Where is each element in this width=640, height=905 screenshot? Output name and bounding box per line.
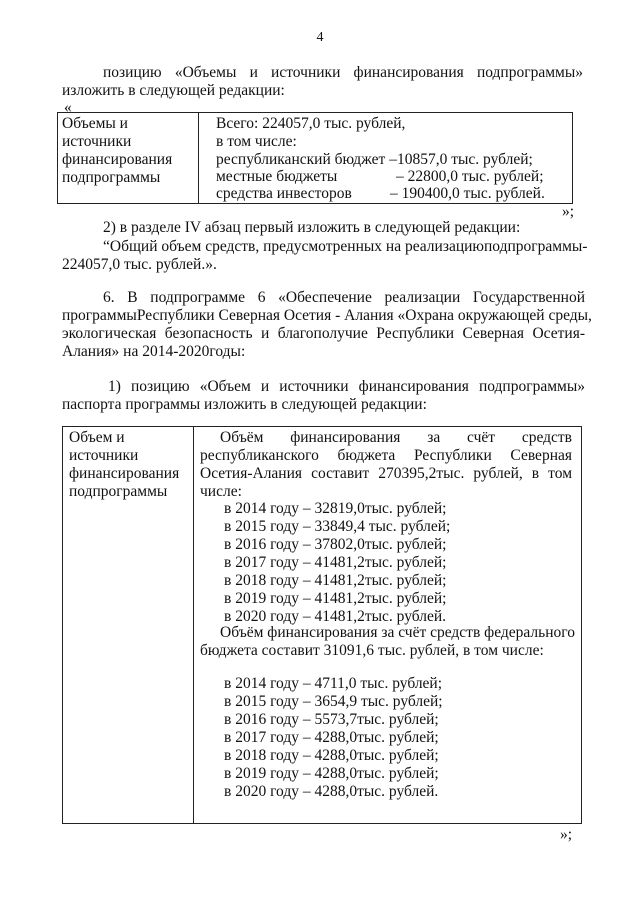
table2-intro-line2: республиканского бюджета Республики Северная [200,447,572,464]
para1-line2: изложить в следующей редакции: [62,82,285,99]
table1-investors-value: – 190400,0 тыс. рублей. [390,185,545,202]
year-line: в 2015 году – 3654,9 тыс. рублей; [224,693,443,710]
item6-line1: 6. В подпрограмме 6 «Обеспечение реализации Государственной [103,289,585,306]
table1-left-label [62,115,172,187]
table1-republican-budget: республиканский бюджет –10857,0 тыс. рублей; [216,151,533,168]
table2-left-line: финансирования [69,465,180,482]
table1-close-quote: »; [562,203,575,220]
item6-line2: программыРеспублики Северная Осетия - Алания «Охрана окружающей среды, [62,307,592,324]
table1-divider [198,112,199,203]
year-line: в 2019 году – 4288,0тыс. рублей; [224,765,439,782]
para1-line1: позицию «Объемы и источники финансирования подпрограммы» [103,64,583,81]
table1-left-line: подпрограммы [62,169,161,186]
table2-intro-line4: числе: [200,483,242,500]
table2-left-line: Объем и [69,429,125,446]
table1-investors-label: средства инвесторов [216,185,352,202]
year-line: в 2016 году – 37802,0тыс. рублей; [224,536,447,553]
table1-total: Всего: 224057,0 тыс. рублей, [216,115,406,132]
year-line: в 2014 году – 32819,0тыс. рублей; [224,500,447,517]
year-line: в 2018 году – 41481,2тыс. рублей; [224,572,447,589]
item6-line3: экологическая безопасность и благополучие Республики Северная Осетия- [62,325,585,342]
table1-left-line: Объемы и [62,115,128,132]
year-line: в 2017 году – 41481,2тыс. рублей; [224,554,447,571]
table2-divider [193,426,194,823]
sub1-line1: 1) позицию «Объем и источники финансирования подпрограммы» [108,378,585,395]
item2-line3: 224057,0 тыс. рублей.». [62,256,217,273]
year-line: в 2020 году – 4288,0тыс. рублей. [224,783,439,800]
item2-line2: “Общий объем средств, предусмотренных на реализациюподпрограммы- [103,238,588,255]
table1-left-line: источники [62,133,132,150]
table2-republican-years [224,500,450,626]
table2-federal-line2: бюджета составит 31091,6 тыс. рублей, в том числе: [200,642,544,659]
table1-left-line: финансирования [62,151,173,168]
item2-line1: 2) в разделе IV абзац первый изложить в следующей редакции: [103,219,521,236]
table1-local-value: – 22800,0 тыс. рублей; [396,168,544,185]
table2-federal-line1: Объём финансирования за счёт средств федерального [220,624,575,641]
table2-federal-years [224,675,443,801]
year-line: в 2016 году – 5573,7тыс. рублей; [224,711,439,728]
year-line: в 2018 году – 4288,0тыс. рублей; [224,747,439,764]
table2-intro-line3: Осетия-Алания составит 270395,2тыс. рублей, в том [200,465,572,482]
item6-line4: Алания» на 2014-2020годы: [62,343,246,360]
page-number: 4 [316,30,324,45]
table2-left-line: источники [69,447,139,464]
year-line: в 2014 году – 4711,0 тыс. рублей; [224,675,443,692]
table2-intro-line1: Объём финансирования за счёт средств [220,429,572,446]
year-line: в 2019 году – 41481,2тыс. рублей; [224,590,447,607]
table2-close-quote: »; [560,826,573,843]
table1-local-label: местные бюджеты [216,168,338,185]
table1-including: в том числе: [216,133,297,150]
sub1-line2: паспорта программы изложить в следующей редакции: [62,396,427,413]
year-line: в 2020 году – 41481,2тыс. рублей. [224,608,447,625]
year-line: в 2015 году – 33849,4 тыс. рублей; [224,518,451,535]
table2-left-line: подпрограммы [69,483,168,500]
table2-left-label [69,429,179,501]
year-line: в 2017 году – 4288,0тыс. рублей; [224,729,439,746]
para1-open-quote: « [64,99,72,116]
